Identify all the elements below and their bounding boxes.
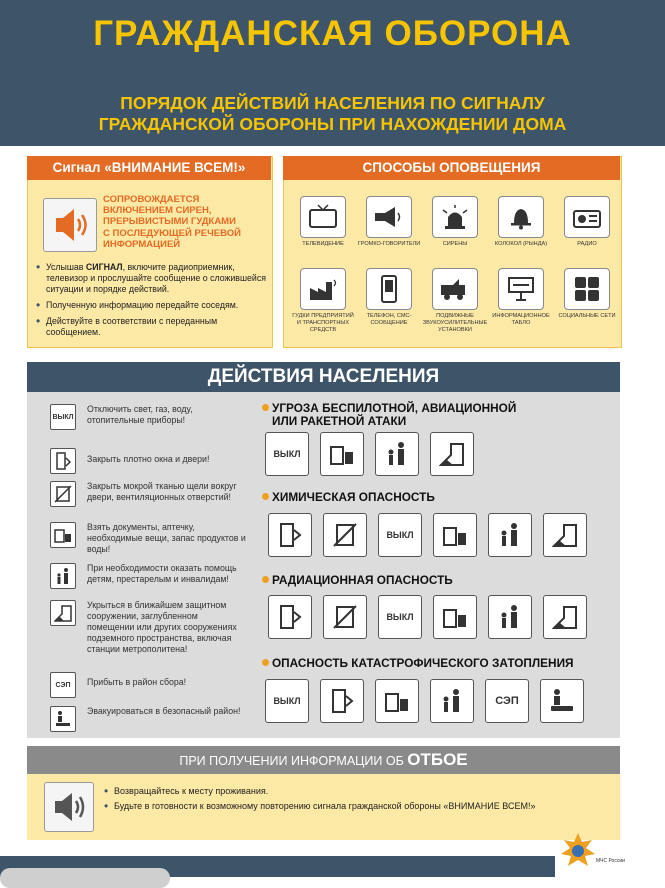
threat-icons <box>265 679 595 723</box>
documents-kit-icon <box>320 432 364 476</box>
bell-icon <box>498 196 544 238</box>
close-doors-icon <box>50 448 76 474</box>
close-doors-icon <box>320 679 364 723</box>
bullet-dot <box>262 576 269 583</box>
power-off-icon: ВЫКЛ <box>378 595 422 639</box>
social-networks-icon <box>564 268 610 310</box>
evacuate-icon <box>50 706 76 732</box>
page-title: ГРАЖДАНСКАЯ ОБОРОНА <box>93 14 572 53</box>
footer-pill <box>0 868 170 888</box>
factory-horn-icon <box>300 268 346 310</box>
method-item: СИРЕНЫ <box>422 196 488 248</box>
documents-kit-icon <box>375 679 419 723</box>
tv-icon <box>300 196 346 238</box>
help-people-icon <box>488 513 532 557</box>
bullet-dot <box>262 404 269 411</box>
help-people-icon <box>50 563 76 589</box>
method-item: КОЛОКОЛ (РЫНДА) <box>488 196 554 248</box>
shelter-icon <box>430 432 474 476</box>
assembly-point-icon: СЭП <box>50 672 76 698</box>
threat-icons <box>268 595 598 639</box>
power-off-icon: ВЫКЛ <box>265 432 309 476</box>
close-doors-icon <box>268 595 312 639</box>
seal-cracks-icon <box>50 481 76 507</box>
subtitle-line: ПОРЯДОК ДЕЙСТВИЙ НАСЕЛЕНИЯ ПО СИГНАЛУ <box>120 93 545 113</box>
release-instructions <box>102 786 602 815</box>
help-people-icon <box>430 679 474 723</box>
signal-desc-line: ВКЛЮЧЕНИЕМ СИРЕН, <box>103 205 212 217</box>
power-off-icon: ВЫКЛ <box>265 679 309 723</box>
help-people-icon <box>375 432 419 476</box>
method-item: ПОДВИЖНЫЕ ЗВУКОУСИЛИТЕЛЬНЫЕ УСТАНОВКИ <box>422 268 488 334</box>
threat-title: УГРОЗА БЕСПИЛОТНОЙ, АВИАЦИОННОЙ ИЛИ РАКЕТНОЙ АТАКИ <box>262 402 632 428</box>
speaker-icon <box>43 198 97 252</box>
signal-description <box>103 194 263 250</box>
threat-icons <box>268 513 598 557</box>
shelter-icon <box>543 513 587 557</box>
power-off-icon: ВЫКЛ <box>50 404 76 430</box>
signal-desc-line: ПРЕРЫВИСТЫМИ ГУДКАМИ <box>103 216 236 228</box>
mobile-loudspeaker-icon <box>432 268 478 310</box>
close-doors-icon <box>268 513 312 557</box>
help-people-icon <box>488 595 532 639</box>
threat-icons <box>265 432 485 476</box>
assembly-point-icon: СЭП <box>485 679 529 723</box>
shelter-icon <box>50 600 76 626</box>
documents-kit-icon <box>433 595 477 639</box>
method-item: СОЦИАЛЬНЫЕ СЕТИ <box>554 268 620 320</box>
seal-cracks-icon <box>323 595 367 639</box>
list-item: • Возвращайтесь к месту проживания. <box>102 786 602 798</box>
list-item: • Будьте в готовности к возможному повторению сигнала гражданской обороны «ВНИМАНИЕ ВСЕМ!» <box>102 801 602 813</box>
signal-desc-line: ИНФОРМАЦИЕЙ <box>103 238 181 250</box>
org-name: МЧС России <box>596 858 625 864</box>
loudspeaker-icon <box>366 196 412 238</box>
bullet-dot <box>262 659 269 666</box>
page-subtitle <box>20 93 645 135</box>
method-item: ГРОМКО-ГОВОРИТЕЛИ <box>356 196 422 248</box>
seal-cracks-icon <box>323 513 367 557</box>
release-heading: ПРИ ПОЛУЧЕНИИ ИНФОРМАЦИИ ОБ ОТБОЕ <box>27 746 620 774</box>
actions-heading: ДЕЙСТВИЯ НАСЕЛЕНИЯ <box>27 362 620 392</box>
list-item: • Услышав СИГНАЛ, включите радиоприемник, телевизор и прослушайте сообщение о сложившейся ситуации и порядке действий. <box>34 262 266 295</box>
evacuate-icon <box>540 679 584 723</box>
method-item: РАДИО <box>554 196 620 248</box>
method-item: ТЕЛЕВИДЕНИЕ <box>290 196 356 248</box>
signal-desc-line: С ПОСЛЕДУЮЩЕЙ РЕЧЕВОЙ <box>103 227 241 239</box>
phone-icon <box>366 268 412 310</box>
info-board-icon <box>498 268 544 310</box>
method-item: ТЕЛЕФОН, СМС-СООБЩЕНИЕ <box>356 268 422 327</box>
method-item: ИНФОРМАЦИОННОЕ ТАБЛО <box>488 268 554 327</box>
methods-heading: СПОСОБЫ ОПОВЕЩЕНИЯ <box>283 156 620 180</box>
mchs-emblem-icon <box>560 832 596 872</box>
list-item: • Полученную информацию передайте соседям. <box>34 300 266 311</box>
subtitle-line: ГРАЖДАНСКОЙ ОБОРОНЫ ПРИ НАХОЖДЕНИИ ДОМА <box>98 114 567 134</box>
shelter-icon <box>543 595 587 639</box>
documents-kit-icon <box>433 513 477 557</box>
method-item: ГУДКИ ПРЕДПРИЯТИЙ И ТРАНСПОРТНЫХ СРЕДСТВ <box>290 268 356 334</box>
threat-title: РАДИАЦИОННАЯ ОПАСНОСТЬ <box>262 574 632 587</box>
threat-title: ХИМИЧЕСКАЯ ОПАСНОСТЬ <box>262 491 632 504</box>
signal-heading: Сигнал «ВНИМАНИЕ ВСЕМ!» <box>27 156 271 180</box>
power-off-icon: ВЫКЛ <box>378 513 422 557</box>
signal-desc-line: СОПРОВОЖДАЕТСЯ <box>103 194 200 205</box>
radio-icon <box>564 196 610 238</box>
bullet-dot <box>262 493 269 500</box>
speaker-icon <box>44 782 94 832</box>
documents-kit-icon <box>50 522 76 548</box>
list-item: • Действуйте в соответствии с переданным сообщением. <box>34 316 266 338</box>
signal-instructions <box>34 262 266 343</box>
threat-title: ОПАСНОСТЬ КАТАСТРОФИЧЕСКОГО ЗАТОПЛЕНИЯ <box>262 657 632 670</box>
siren-icon <box>432 196 478 238</box>
